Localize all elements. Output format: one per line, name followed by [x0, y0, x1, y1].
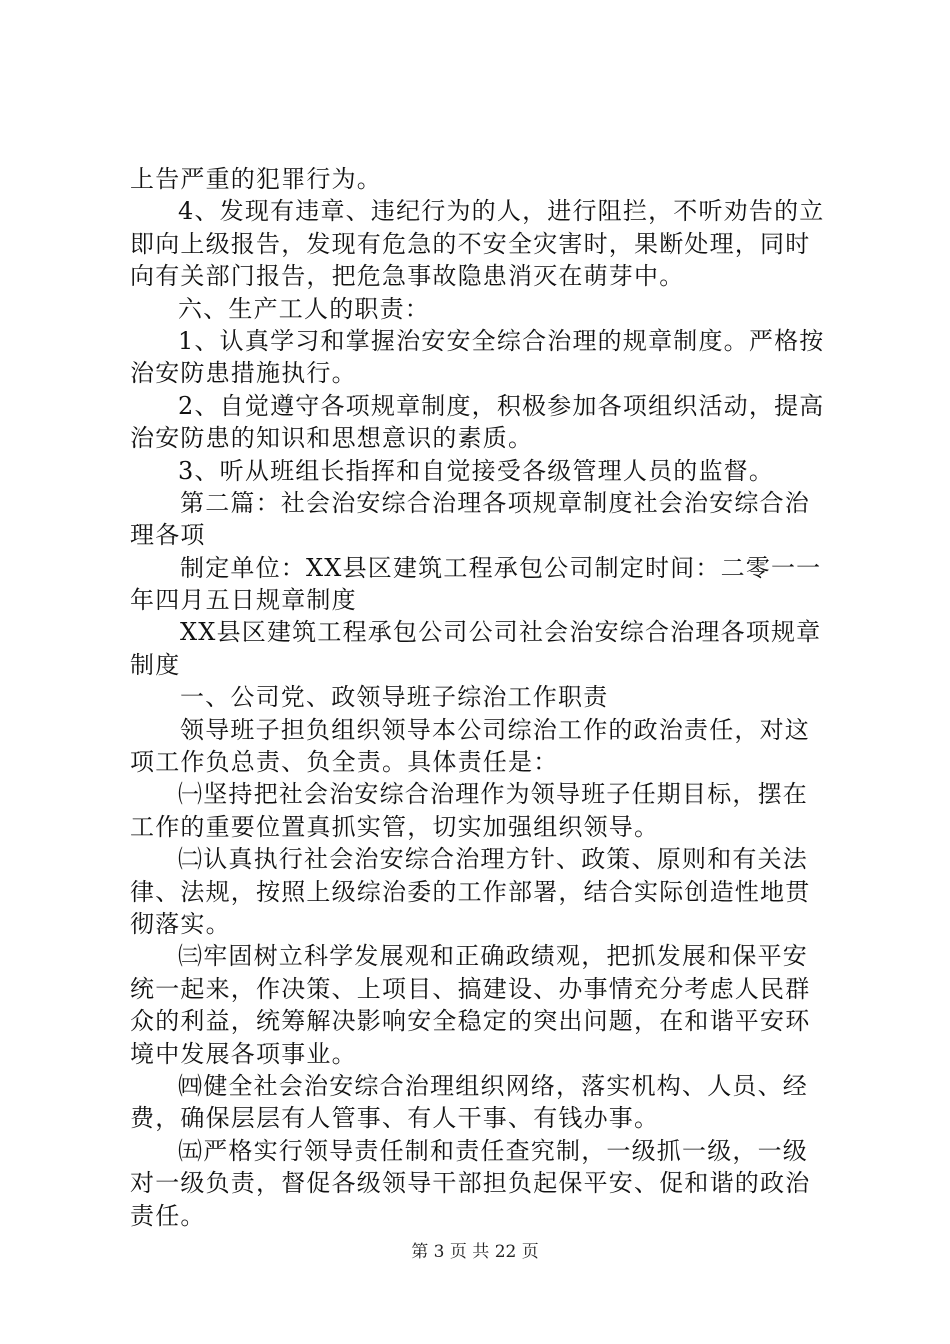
text-line: 向有关部门报告，把危急事故隐患消灭在萌芽中。: [130, 262, 685, 291]
text-line: 彻落实。: [130, 909, 231, 938]
text-line: 领导班子担负组织领导本公司综治工作的政治责任，对这: [180, 715, 810, 744]
document-body: [130, 163, 830, 1232]
text-line: XX县区建筑工程承包公司公司社会治安综合治理各项规章: [180, 618, 822, 647]
text-line: 工作的重要位置真抓实管，切实加强组织领导。: [130, 812, 660, 841]
text-line: 责任。: [130, 1201, 206, 1230]
text-line: 费，确保层层有人管事、有人干事、有钱办事。: [130, 1104, 660, 1133]
text-line: ㈤严格实行领导责任制和责任查究制，一级抓一级，一级: [178, 1136, 808, 1165]
text-line: 理各项: [130, 521, 206, 550]
text-line: ㈢牢固树立科学发展观和正确政绩观，把抓发展和保平安: [178, 942, 808, 971]
text-line: 治安防患的知识和思想意识的素质。: [130, 424, 534, 453]
text-line: 项工作负总责、负全责。具体责任是：: [130, 748, 559, 777]
text-line: 统一起来，作决策、上项目、搞建设、办事情充分考虑人民群: [130, 974, 811, 1003]
text-line: 众的利益，统筹解决影响安全稳定的突出问题，在和谐平安环: [130, 1007, 811, 1036]
text-line: 3、听从班组长指挥和自觉接受各级管理人员的监督。: [178, 456, 775, 485]
text-line: 六、生产工人的职责：: [178, 294, 430, 323]
text-line: 1、认真学习和掌握治安安全综合治理的规章制度。严格按: [178, 326, 825, 355]
text-line: ㈡认真执行社会治安综合治理方针、政策、原则和有关法: [178, 845, 808, 874]
text-line: ㈠坚持把社会治安综合治理作为领导班子任期目标，摆在: [178, 780, 808, 809]
text-line: 一、公司党、政领导班子综治工作职责: [180, 683, 609, 712]
text-line: 治安防患措施执行。: [130, 359, 357, 388]
page-footer: 第 3 页 共 22 页: [411, 1242, 539, 1262]
text-line: ㈣健全社会治安综合治理组织网络，落实机构、人员、经: [178, 1071, 808, 1100]
text-line: 制定单位：XX县区建筑工程承包公司制定时间：二零一一: [180, 553, 822, 582]
text-line: 2、自觉遵守各项规章制度，积极参加各项组织活动，提高: [178, 391, 825, 420]
text-line: 即向上级报告，发现有危急的不安全灾害时，果断处理，同时: [130, 229, 811, 258]
text-line: 对一级负责，督促各级领导干部担负起保平安、促和谐的政治: [130, 1169, 811, 1198]
text-line: 第二篇：社会治安综合治理各项规章制度社会治安综合治: [180, 488, 810, 517]
text-line: 年四月五日规章制度: [130, 586, 357, 615]
text-line: 4、发现有违章、违纪行为的人，进行阻拦，不听劝告的立: [178, 197, 825, 226]
text-line: 律、法规，按照上级综治委的工作部署，结合实际创造性地贯: [130, 877, 811, 906]
text-line: 境中发展各项事业。: [130, 1039, 357, 1068]
text-line: 上告严重的犯罪行为。: [130, 165, 382, 193]
text-line: 制度: [130, 650, 181, 679]
